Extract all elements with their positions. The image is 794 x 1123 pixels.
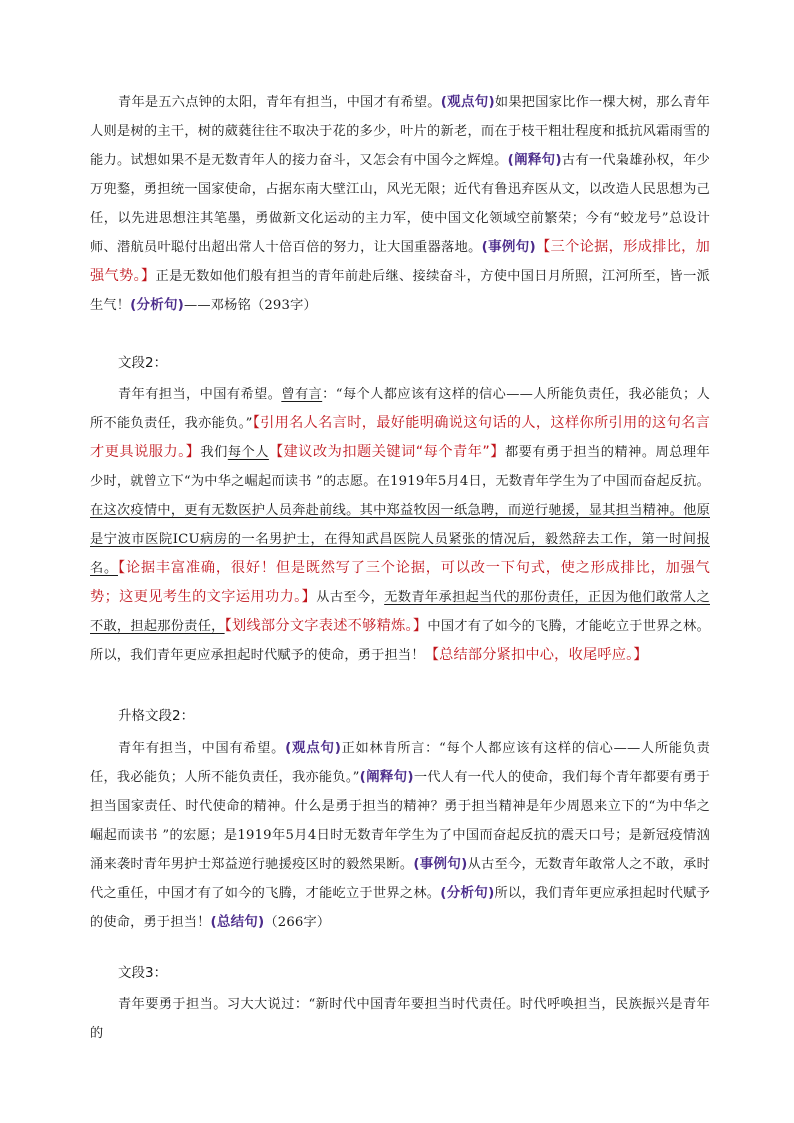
comment-keyword: 【建议改为扣题关键词“每个青年”】 — [268, 444, 505, 460]
p2-text-f: 中国才有了如今的飞腾，才能屹立于世界之林。所以，我们青年更应承担起时代赋予的使命，勇于担当！ — [90, 619, 710, 663]
tag-example-2: (事例句) — [413, 856, 468, 872]
comment-summary: 【总结部分紧扣中心，收尾呼应。】 — [424, 647, 648, 663]
p2-text-c: 我们 — [200, 445, 228, 460]
p1-text-b: 如果把国家比作一棵大树，那么青年人则是树的主干，树的葳蕤往往不取决于花的多少，叶片的新老，而在于枝干粗壮程度和抵抗风霜雨雪的能力。试想如果不是无数青年人的接力奋斗，又怎会有中国今之辉煌。 — [90, 95, 711, 168]
p2-underline-epidemic: 在这次疫情中，更有无数医护人员奔赴前线。其中郑益牧因一纸急聘，而逆行驰援，显其担当精神。他原是宁波市医院ICU病房的一名男护士，在得知武昌医院人员紧张的情况后，毅然辞去工作，第一时间报名。 — [90, 503, 710, 576]
tag-analysis-2: (分析句) — [440, 885, 495, 901]
paragraph-1 — [90, 88, 710, 320]
p2-underline-wordy: 无数青年承担起当代的那份责任，正因为他们敢常人之不敢，担起那份责任， — [90, 590, 710, 634]
tag-example: (事例句) — [481, 239, 536, 255]
p1-author: ——邓杨铭（293字） — [184, 298, 317, 313]
section-heading-2: 文段2： — [118, 355, 168, 371]
comment-quote-source: 【引用名人名言时，最好能明确说这句话的人，这样你所引用的这句名言才更具说服力。】 — [90, 415, 710, 460]
p1-text-a: 青年是五六点钟的太阳，青年有担当，中国才有希望。 — [118, 95, 441, 110]
p2-underline-everyone: 每个人 — [227, 445, 269, 460]
tag-explanation: (阐释句) — [507, 152, 562, 168]
p3-text-b: 正如林肯所言：“每个人都应该有这样的信心——人所能负责任，我必能负；人所不能负责任，我亦能负。” — [90, 741, 710, 785]
tag-viewpoint: (观点句) — [440, 94, 495, 110]
p1-text-d: 正是无数如他们般有担当的青年前赴后继、接续奋斗，方使中国日月所照，江河所至，皆一派生气！ — [90, 269, 710, 313]
p2-text-b: ：“每个人都应该有这样的信心——人所能负责任，我必能负；人所不能负责任，我亦能负。” — [90, 387, 710, 431]
comment-concise: 【划线部分文字表述不够精炼。】 — [224, 618, 428, 634]
p3-text-a: 青年有担当，中国有希望。 — [118, 741, 286, 756]
p3-text-c: 一代人有一代人的使命，我们每个青年都要有勇于担当国家责任、时代使命的精神。什么是勇于担当的精神？勇于担当精神是年少周恩来立下的“为中华之崛起而读书 ”的宏愿；是1919年5月4日时无数青年学生为了中国而奋起反抗的震天口号；是新冠疫情汹涌来袭时青年男护士郑益逆行驰援疫区时的毅然果断。 — [90, 770, 710, 872]
tag-viewpoint-2: (观点句) — [285, 740, 342, 756]
tag-explanation-2: (阐释句) — [359, 769, 414, 785]
p3-text-d: 从古至今，无数青年敢常人之不敢，承时代之重任，中国才有了如今的飞腾，才能屹立于世界之林。 — [90, 857, 710, 901]
p4-text-a: 青年要勇于担当。习大大说过：“新时代中国青年要担当时代责任。时代呼唤担当，民族振兴是青年的 — [90, 997, 710, 1041]
p2-text-d: 都要有勇于担当的精神。周总理年少时，就曾立下“为中华之崛起而读书 ”的志愿。在1919年5月4日，无数青年学生为了中国而奋起反抗。 — [90, 445, 710, 489]
paragraph-3 — [90, 734, 710, 937]
section-heading-upgraded-2: 升格文段2： — [118, 708, 195, 724]
tag-summary: (总结句) — [210, 914, 265, 930]
section-heading-3: 文段3： — [118, 965, 168, 981]
p2-text-e: 从古至今， — [316, 590, 385, 605]
p1-text-c: 古有一代枭雄孙权，年少万兜鍪，勇担统一国家使命，占据东南大壁江山，风光无限；近代有鲁迅弃医从文，以改造人民思想为己任，以先进思想注其笔墨，勇做新文化运动的主力军，使中国文化领域空前繁荣；今有“蛟龙号”总设计师、潜航员叶聪付出超出常人十倍百倍的努力，让大国重器落地。 — [90, 153, 711, 255]
p3-wordcount: （266字） — [264, 915, 331, 930]
paragraph-4 — [90, 990, 710, 1048]
comment-evidence: 【论据丰富准确，很好！但是既然写了三个论据，可以改一下句式，使之形成排比，加强气势；这更见考生的文字运用功力。】 — [90, 560, 711, 605]
p2-text-a: 青年有担当，中国有希望。 — [118, 387, 282, 402]
p2-underline-quote: 曾有言 — [281, 387, 323, 402]
paragraph-2 — [90, 380, 710, 670]
p3-text-e: 所以，我们青年更应承担起时代赋予的使命，勇于担当！ — [90, 886, 710, 930]
comment-parallelism: 【三个论据，形成排比，加强气势。】 — [90, 239, 710, 284]
tag-analysis: (分析句) — [130, 297, 185, 313]
